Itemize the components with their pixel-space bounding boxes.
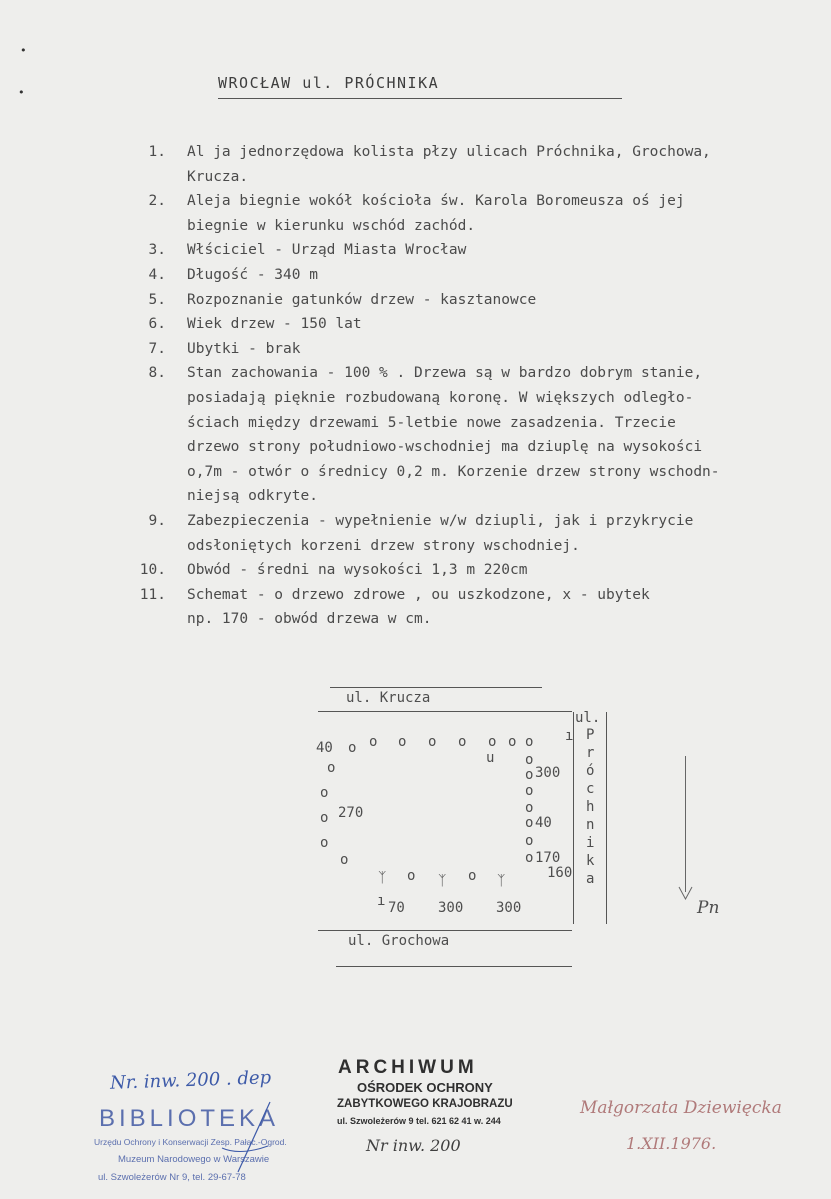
item-text-line: o,7m - otwór o średnicy 0,2 m. Korzenie drzew strony wschodn- — [187, 463, 720, 480]
item-number: 5. — [148, 291, 166, 308]
tree-marker: o — [525, 783, 534, 799]
item-text-line: Al ja jednorzędowa kolista płzy ulicach Próchnika, Grochowa, — [187, 144, 711, 160]
circumference-label: 300 — [438, 900, 464, 916]
tree-marker: o — [320, 810, 329, 826]
tree-marker: o — [525, 815, 534, 831]
tree-marker: o — [428, 734, 437, 750]
tree-marker: o — [525, 734, 534, 750]
item-text-line: odsłoniętych korzeni drzew strony wschodniej. — [187, 537, 580, 554]
item-number: 1. — [148, 144, 166, 160]
circumference-label: 160 — [547, 865, 573, 881]
item-text-line: Aleja biegnie wokół kościoła św. Karola Boromeusza oś jej — [187, 193, 685, 210]
corner-mark: • — [18, 86, 25, 99]
handwritten-inventory-note: Nr. inw. 200 . dep — [109, 1067, 272, 1094]
street-label-east-letter: i — [586, 835, 595, 851]
young-tree-icon: ᛉ — [497, 873, 506, 889]
young-tree-tick: ı — [377, 893, 386, 909]
item-text-line: niejsą odkryte. — [187, 488, 318, 505]
item-number: 10. — [139, 562, 166, 579]
item-text-line: ściach między drzewami 5-letbie nowe zasadzenia. Trzecie — [187, 414, 676, 431]
author-signature: Małgorzata Dziewięcka — [580, 1098, 782, 1118]
item-text-line: drzewo strony południowo-wschodniej ma dziuplę na wysokości — [187, 439, 703, 456]
street-label-east-letter: r — [586, 745, 595, 761]
item-number: 6. — [148, 316, 166, 333]
tree-marker: o — [340, 852, 349, 868]
item-number: 4. — [148, 267, 166, 283]
handwritten-inventory-number: Nr inw. 200 — [366, 1136, 461, 1155]
street-line — [606, 712, 607, 924]
circumference-label: 40 — [535, 815, 552, 831]
street-label-south: ul. Grochowa — [348, 933, 450, 949]
item-text-line: Długość - 340 m — [187, 267, 318, 283]
tree-marker: o — [525, 752, 534, 768]
street-label-east-letter: k — [586, 853, 595, 869]
item-number: 3. — [148, 242, 166, 259]
archive-stamp-line: OŚRODEK OCHRONY — [357, 1080, 493, 1095]
street-label-east-letter: c — [586, 781, 595, 797]
item-text-line: Zabezpieczenia - wypełnienie w/w dziupli, jak i przykrycie — [187, 513, 694, 529]
tree-marker: o — [468, 868, 477, 884]
street-label-north: ul. Krucza — [346, 690, 431, 706]
item-text-line: Obwód - średni na wysokości 1,3 m 220cm — [187, 562, 528, 579]
item-number: 7. — [148, 340, 166, 357]
north-label: Pn — [697, 898, 720, 918]
library-stamp-title: BIBLIOTEKA — [99, 1105, 280, 1132]
circumference-label: 70 — [388, 900, 405, 916]
item-text-line: Rozpoznanie gatunków drzew - kasztanowce — [187, 291, 537, 308]
signature-date: 1.XII.1976. — [626, 1134, 717, 1153]
item-text-line: Krucza. — [187, 168, 249, 185]
tree-marker: o — [525, 767, 534, 783]
street-label-east-letter: n — [586, 817, 595, 833]
archive-stamp-title: ARCHIWUM — [338, 1057, 478, 1078]
circumference-label: 300 — [496, 900, 522, 916]
circumference-label: 300 — [535, 765, 561, 781]
tree-marker: o — [525, 800, 534, 816]
document-title: WROCŁAW ul. PRÓCHNIKA — [218, 74, 440, 92]
item-number: 9. — [148, 513, 166, 529]
street-line — [330, 687, 542, 688]
item-text-line: Schemat - o drzewo zdrowe , ou uszkodzone, x - ubytek — [187, 586, 650, 603]
young-tree-icon: ᛉ — [378, 870, 387, 886]
tree-marker: o — [348, 740, 357, 756]
corner-mark: • — [20, 44, 27, 57]
street-label-east-letter: a — [586, 871, 595, 887]
street-label-east-letter: P — [586, 727, 595, 743]
tree-marker: o — [508, 734, 517, 750]
library-stamp-line: ul. Szwoleżerów Nr 9, tel. 29-67-78 — [98, 1172, 246, 1183]
circumference-label: 40 — [316, 740, 333, 756]
title-underline — [218, 98, 622, 99]
archive-stamp-line: ul. Szwoleżerów 9 tel. 621 62 41 w. 244 — [337, 1116, 501, 1126]
tree-marker: o — [525, 850, 534, 866]
archive-stamp-line: ZABYTKOWEGO KRAJOBRAZU — [337, 1098, 513, 1110]
circumference-label: 170 — [535, 850, 561, 866]
young-tree-icon: ᛉ — [438, 873, 447, 889]
tree-marker: o — [458, 734, 467, 750]
tree-marker: o — [369, 734, 378, 750]
tree-marker: o — [488, 734, 497, 750]
tree-marker: o — [327, 760, 336, 776]
damaged-tree-marker: u — [486, 750, 495, 766]
north-arrow-head-icon — [678, 886, 693, 900]
circumference-label: 270 — [338, 805, 364, 821]
tree-marker: o — [320, 785, 329, 801]
item-text-line: posiadają pięknie rozbudowaną koronę. W większych odległo- — [187, 390, 694, 406]
item-number: 11. — [139, 586, 166, 603]
item-text-line: Wiek drzew - 150 lat — [187, 316, 362, 333]
signature-scribble-icon — [210, 1098, 290, 1178]
street-line — [318, 711, 572, 712]
street-line — [336, 966, 572, 967]
tree-marker: o — [407, 868, 416, 884]
north-arrow-shaft — [685, 756, 686, 892]
item-text-line: Stan zachowania - 100 % . Drzewa są w bardzo dobrym stanie, — [187, 365, 703, 382]
item-number: 2. — [148, 193, 166, 210]
tree-marker: o — [320, 835, 329, 851]
tree-marker: o — [398, 734, 407, 750]
item-text-line: Ubytki - brak — [187, 340, 301, 357]
street-label-east-prefix: ul. — [575, 710, 601, 726]
street-line — [318, 930, 572, 931]
street-label-east-letter: h — [586, 799, 595, 815]
item-text-line: Włściciel - Urząd Miasta Wrocław — [187, 242, 467, 259]
young-tree-tick: ı — [565, 728, 574, 744]
item-text-line: biegnie w kierunku wschód zachód. — [187, 217, 476, 234]
item-text-line: np. 170 - obwód drzewa w cm. — [187, 611, 432, 628]
tree-marker: o — [525, 833, 534, 849]
library-stamp-line: Urzędu Ochrony i Konserwacji Zesp. Pałac.-Ogrod. — [94, 1137, 287, 1147]
item-number: 8. — [148, 365, 166, 382]
street-label-east-letter: ó — [586, 763, 595, 779]
library-stamp-line: Muzeum Narodowego w Warszawie — [118, 1154, 270, 1165]
